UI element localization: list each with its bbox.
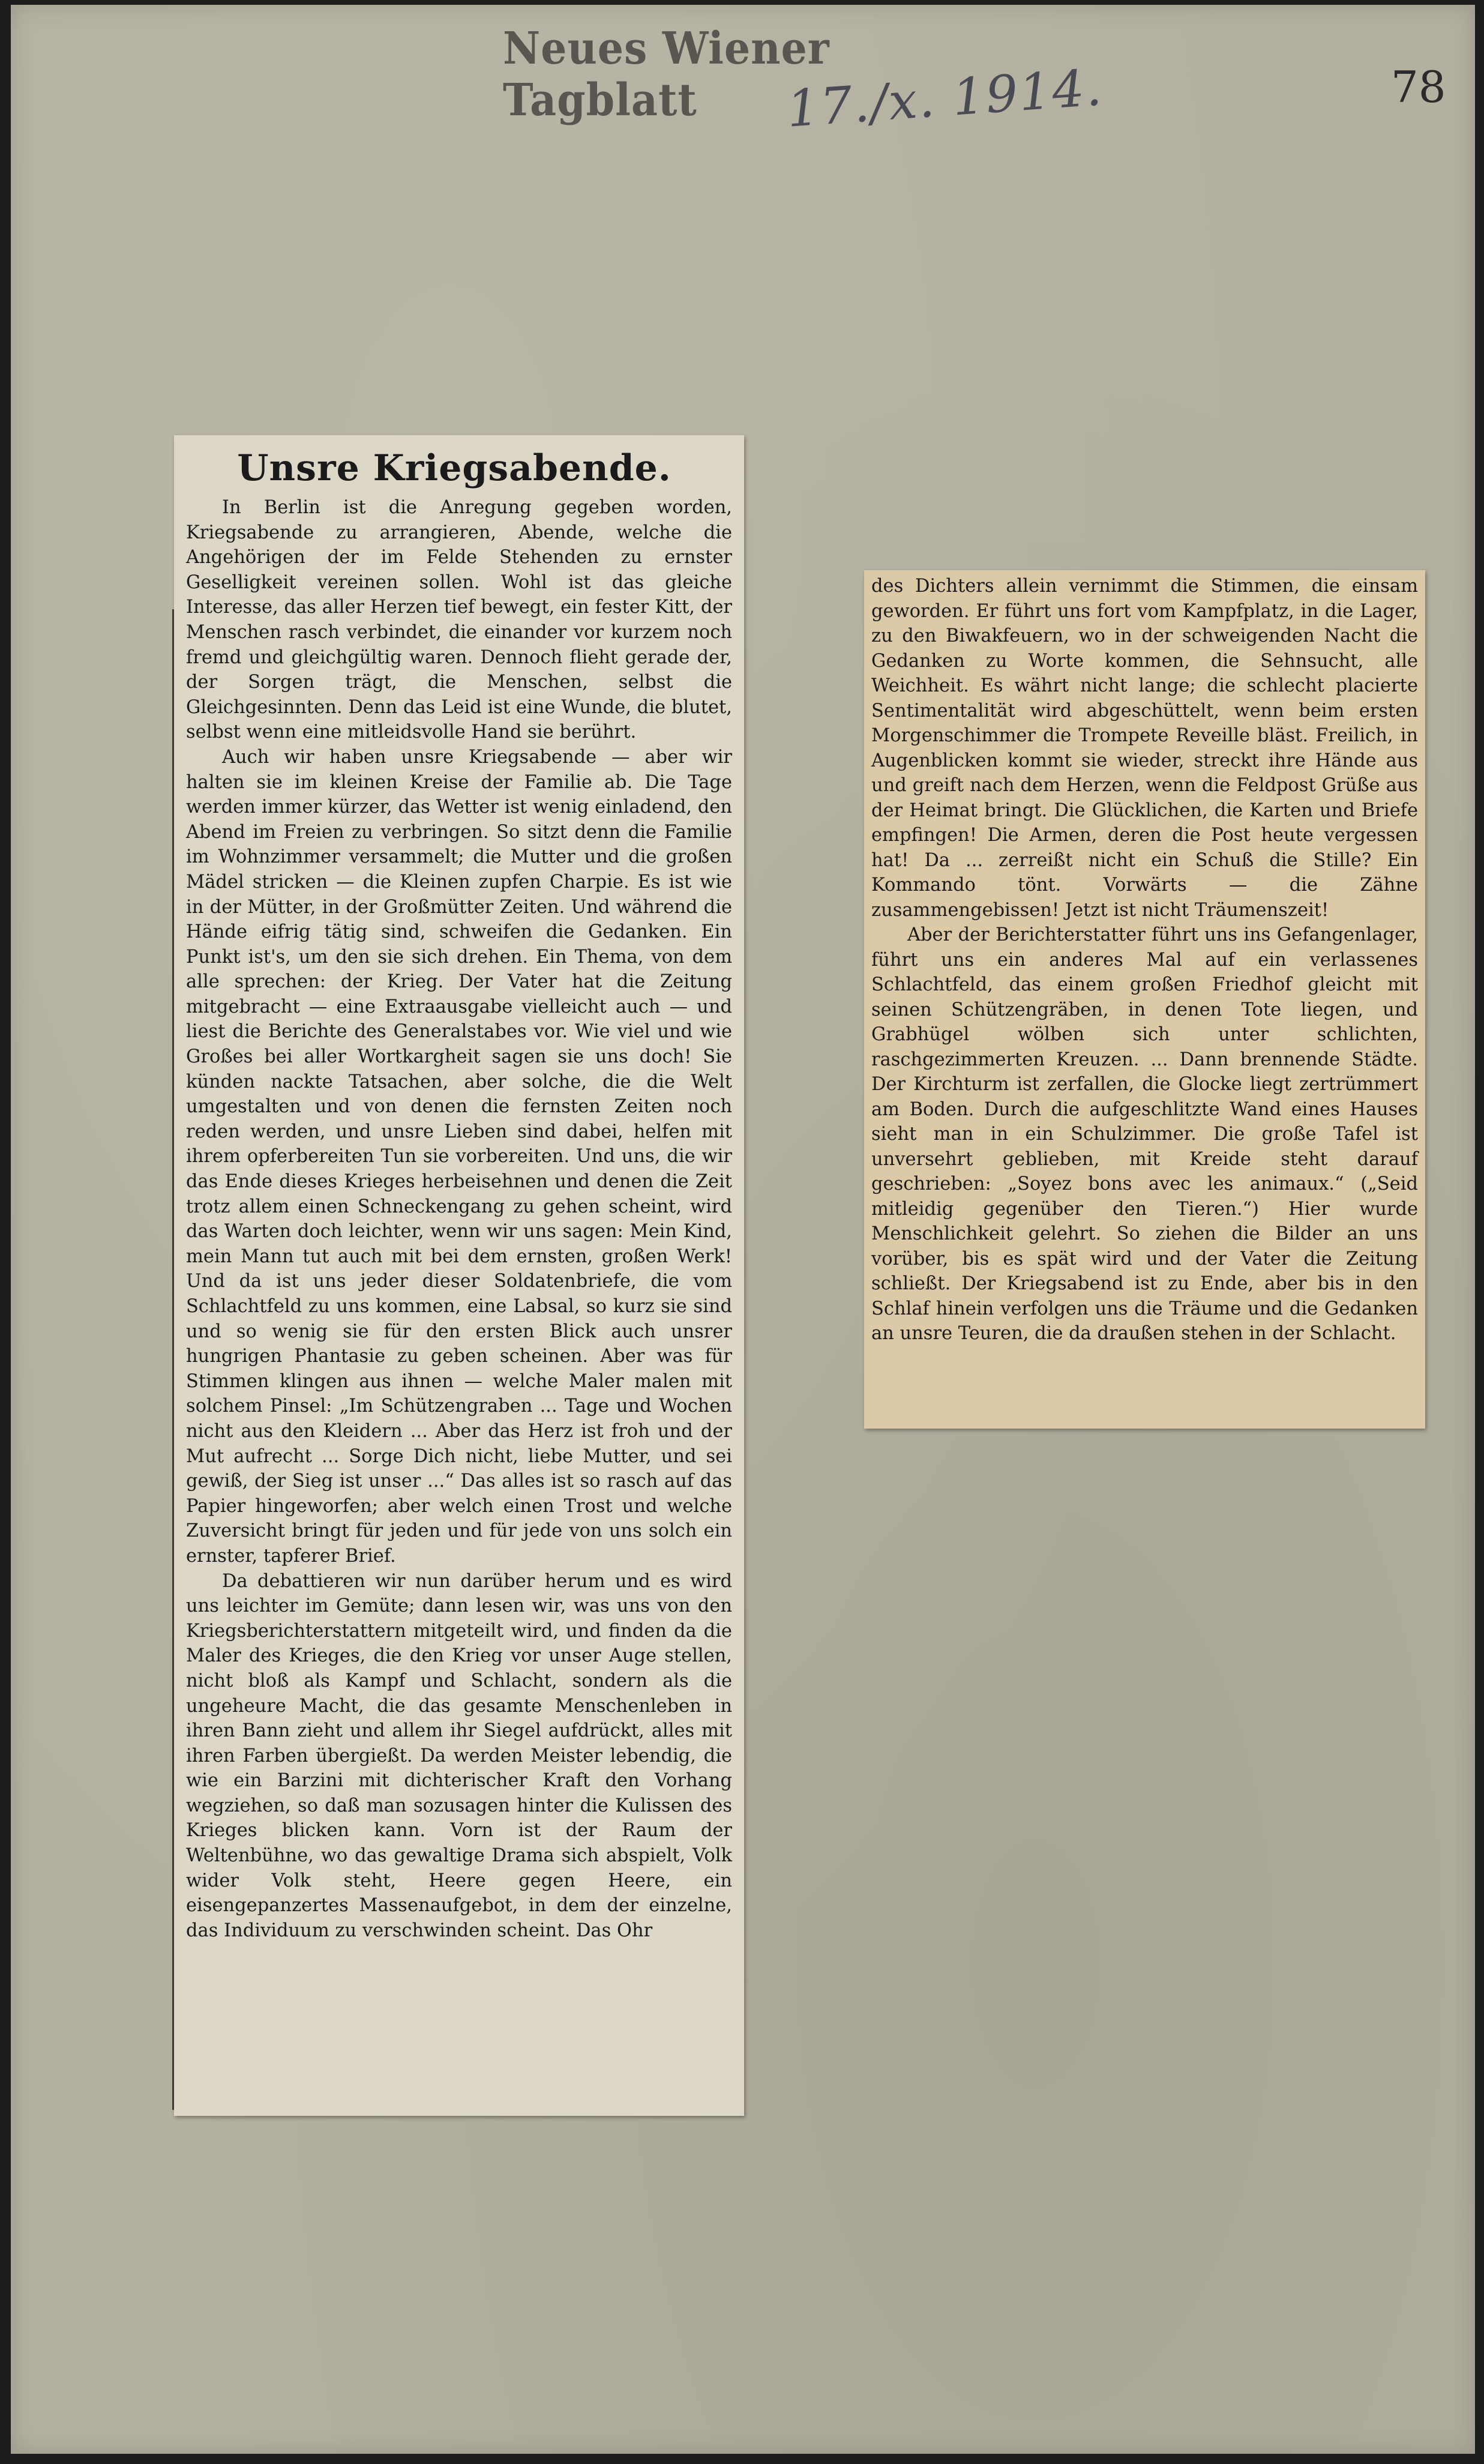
clipping-left-column	[174, 435, 744, 2116]
page-number: 78	[1391, 62, 1446, 112]
paragraph: des Dichters allein vernimmt die Stimmen, die einsam geworden. Er führt uns fort vom Kampfplatz, in die Lager, zu den Biwakfeuern, wo in der schweigenden Nacht die Gedanken zu Worte kommen, die Sehnsucht, alle Weichheit. Es währt nicht lange; die schlecht placierte Sentimentalität wird abgeschüttelt, wenn beim ersten Morgenschimmer die Trompete Reveille bläst. Freilich, in Augenblicken kommt sie wieder, streckt ihre Hände aus und greift nach dem Herzen, wenn die Feldpost Grüße aus der Heimat bringt. Die Glücklichen, die Karten und Briefe empfingen! Die Armen, deren die Post heute vergessen hat! Da ... zerreißt nicht ein Schuß die Stille? Ein Kommando tönt. Vorwärts — die Zähne zusammengebissen! Jetzt ist nicht Träumenszeit!	[871, 576, 1418, 921]
paragraph: In Berlin ist die Anregung gegeben worden, Kriegsabende zu arrangieren, Abende, welche die Angehörigen der im Felde Stehenden zu ernster Geselligkeit vereinen sollen. Wohl ist das gleiche Interesse, das aller Herzen tief bewegt, ein fester Kitt, der Menschen rasch verbindet, die einander vor kurzem noch fremd und gleichgültig waren. Dennoch flieht gerade der, der Sorgen trägt, die Menschen, selbst die Gleichgesinnten. Denn das Leid ist eine Wunde, die blutet, selbst wenn eine mitleidsvolle Hand sie berührt.	[186, 497, 732, 743]
article-body-column-2	[871, 574, 1418, 1423]
paragraph: Aber der Berichterstatter führt uns ins Gefangenlager, führt uns ein anderes Mal auf ein verlassenes Schlachtfeld, das einem großen Friedhof gleicht mit seinen Schützengräben, in denen Tote liegen, und Grabhügel wölben sich unter schlichten, raschgezimmerten Kreuzen. ... Dann brennende Städte. Der Kirchturm ist zerfallen, die Glocke liegt zertrümmert am Boden. Durch die aufgeschlitzte Wand eines Hauses sieht man in ein Schulzimmer. Die große Tafel ist unversehrt geblieben, mit Kreide steht darauf geschrieben: „Soyez bons avec les animaux.“ („Seid mitleidig gegenüber den Tieren.“) Hier wurde Menschlichkeit gelehrt. So ziehen die Bilder an uns vorüber, bis es spät wird und der Vater die Zeitung schließt. Der Kriegsabend ist zu Ende, aber bis in den Schlaf hinein verfolgen uns die Träume und die Gedanken an unsre Teuren, die da draußen stehen in der Schlacht.	[871, 924, 1418, 1344]
clipping-right-column	[864, 570, 1425, 1429]
handwritten-date: 17./x. 1914.	[785, 58, 1105, 139]
article-title: Unsre Kriegsabende.	[237, 447, 671, 489]
newspaper-masthead: Neues Wiener Tagblatt	[503, 23, 830, 126]
paragraph: Auch wir haben unsre Kriegsabende — aber wir halten sie im kleinen Kreise der Familie ab. Die Tage werden immer kürzer, das Wetter ist wenig einladend, den Abend im Freien zu verbringen. So sitzt denn die Familie im Wohnzimmer versammelt; die Mutter und die großen Mädel stricken — die Kleinen zupfen Charpie. Es ist wie in der Mütter, in der Großmütter Zeiten. Und während die Hände eifrig tätig sind, schweifen die Gedanken. Ein Punkt ist's, um den sie sich drehen. Ein Thema, von dem alle sprechen: der Krieg. Der Vater hat die Zeitung mitgebracht — eine Extraausgabe vielleicht auch — und liest die Berichte des Generalstabes vor. Wie viel und wie Großes bei aller Wortkargheit sagen sie uns doch! Sie künden nackte Tatsachen, aber solche, die die Welt umgestalten und von denen die fernsten Zeiten noch reden werden, und unsre Lieben sind dabei, helfen mit ihrem opferbereiten Tun sie vorbereiten. Und uns, die wir das Ende dieses Krieges herbeisehnen und denen die Zeit trotz allem einen Schneckengang zu gehen scheint, wird das Warten doch leichter, wenn wir uns sagen: Mein Kind, mein Mann tut auch mit bei dem ernsten, großen Werk! Und da ist uns jeder dieser Soldatenbriefe, die vom Schlachtfeld zu uns kommen, eine Labsal, so kurz sie sind und so wenig sie für den ersten Blick auch unsrer hungrigen Phantasie zu geben scheinen. Aber was für Stimmen klingen aus ihnen — welche Maler malen mit solchem Pinsel: „Im Schützengraben ... Tage und Wochen nicht aus den Kleidern ... Aber das Herz ist froh und der Mut aufrecht ... Sorge Dich nicht, liebe Mutter, und sei gewiß, der Sieg ist unser ...“ Das alles ist so rasch auf das Papier hingeworfen; aber welch einen Trost und welche Zuversicht bringt für jeden und für jede von uns solch ein ernster, tapferer Brief.	[186, 746, 732, 1567]
paragraph: Da debattieren wir nun darüber herum und es wird uns leichter im Gemüte; dann lesen wir, was uns von den Kriegsberichterstattern mitgeteilt wird, und finden da die Maler des Krieges, die den Krieg vor unser Auge stellen, nicht bloß als Kampf und Schlacht, sondern als die ungeheure Macht, die das gesamte Menschenleben in ihren Bann zieht und allem ihr Siegel aufdrückt, alles mit ihren Farben übergießt. Da werden Meister lebendig, die wie ein Barzini mit dichterischer Kraft den Vorhang wegziehen, so daß man sozusagen hinter die Kulissen des Krieges blicken kann. Vorn ist der Raum der Weltenbühne, wo das gewaltige Drama sich abspielt, Volk wider Volk steht, Heere gegen Heere, ein eisengepanzertes Massenaufgebot, in dem der einzelne, das Individuum zu verschwinden scheint. Das Ohr	[186, 1570, 732, 1941]
article-body-column-1	[186, 495, 732, 2110]
